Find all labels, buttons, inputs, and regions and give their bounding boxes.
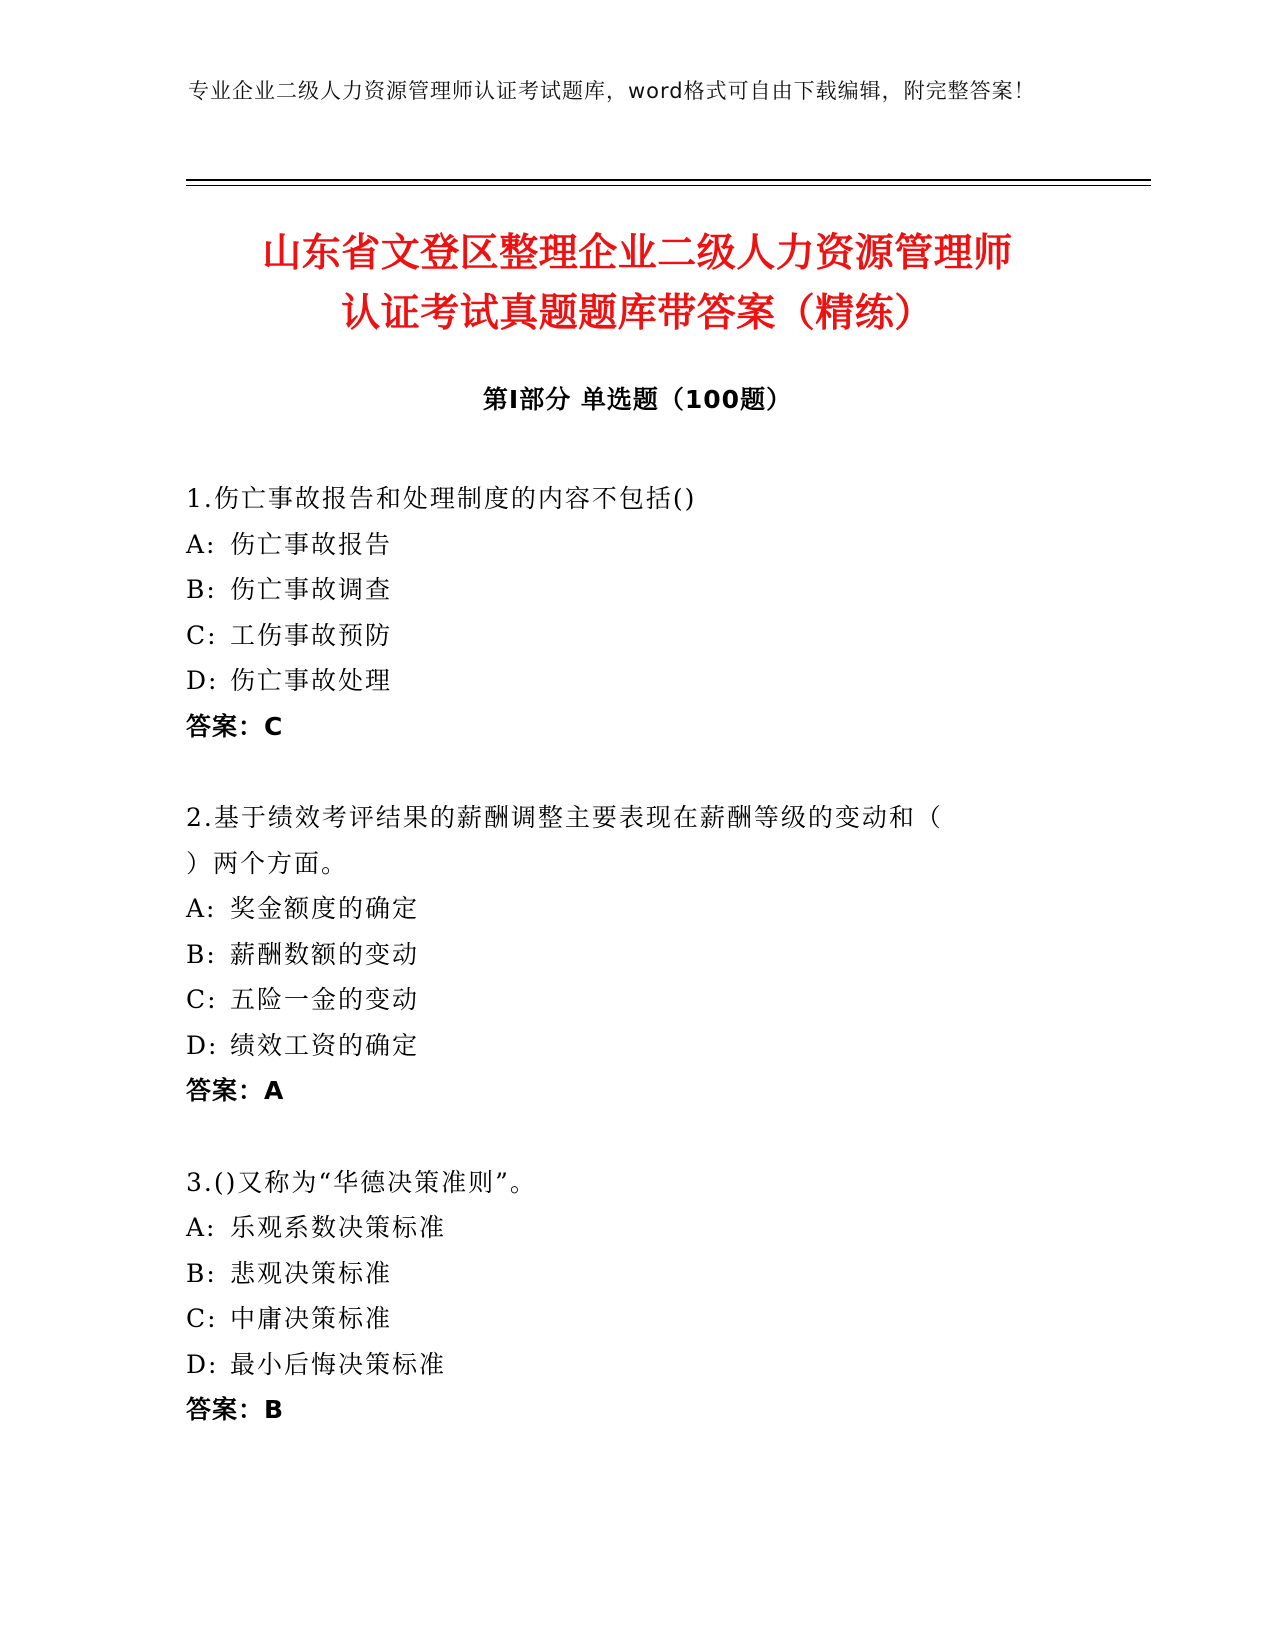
option-key: C: <box>186 985 218 1014</box>
option-text: 五险一金的变动 <box>230 985 420 1014</box>
question-1-answer <box>186 704 1066 750</box>
option-text: 绩效工资的确定 <box>230 1030 420 1060</box>
question-2-stem-line-2: ）两个方面。 <box>186 848 349 878</box>
question-3-answer <box>186 1387 1066 1433</box>
header-divider-thick <box>186 179 1151 181</box>
question-3-option-b <box>186 1251 1066 1297</box>
option-text: 奖金额度的确定 <box>230 894 420 923</box>
option-text: 中庸决策标准 <box>230 1304 393 1333</box>
question-1-option-a <box>186 522 1066 568</box>
question-2-option-d <box>186 1023 1066 1069</box>
question-1 <box>186 476 1066 749</box>
question-1-option-d <box>186 658 1066 704</box>
question-3-stem: 3.()又称为“华德决策准则”。 <box>186 1167 537 1197</box>
question-3 <box>186 1160 1066 1433</box>
option-text: 最小后悔决策标准 <box>230 1349 447 1379</box>
option-key: A: <box>186 529 217 559</box>
option-text: 悲观决策标准 <box>230 1258 393 1288</box>
answer-value: A <box>264 1076 285 1105</box>
question-3-option-a <box>186 1205 1066 1251</box>
question-2-answer <box>186 1068 1066 1114</box>
question-2 <box>186 795 1066 1114</box>
question-2-option-c <box>186 977 1066 1023</box>
option-key: C: <box>186 1304 218 1333</box>
option-key: D: <box>186 1030 219 1060</box>
header-divider-thin <box>186 185 1151 186</box>
question-2-option-b <box>186 932 1066 978</box>
option-key: C: <box>186 620 218 650</box>
option-text: 伤亡事故报告 <box>230 529 393 559</box>
answer-value: B <box>264 1395 285 1424</box>
question-list <box>186 476 1066 1479</box>
question-1-option-c <box>186 613 1066 659</box>
answer-prefix: 答案： <box>186 1395 265 1424</box>
answer-value: C <box>264 711 284 741</box>
document-title <box>150 224 1125 344</box>
question-3-option-c <box>186 1296 1066 1342</box>
option-key: A: <box>186 894 217 923</box>
header-note: 专业企业二级人力资源管理师认证考试题库，word格式可自由下载编辑，附完整答案！ <box>188 79 1036 103</box>
answer-prefix: 答案： <box>186 711 265 741</box>
option-text: 伤亡事故调查 <box>230 575 393 604</box>
option-text: 乐观系数决策标准 <box>230 1213 447 1242</box>
option-key: D: <box>186 1349 219 1379</box>
option-key: B: <box>186 939 217 969</box>
option-key: A: <box>186 1213 217 1242</box>
option-key: B: <box>186 1258 217 1288</box>
option-text: 工伤事故预防 <box>230 620 393 650</box>
document-title-line-1: 山东省文登区整理企业二级人力资源管理师 <box>262 231 1013 276</box>
option-key: D: <box>186 666 219 695</box>
question-3-option-d <box>186 1342 1066 1388</box>
answer-prefix: 答案： <box>186 1076 265 1105</box>
option-key: B: <box>186 575 217 604</box>
question-2-option-a <box>186 886 1066 932</box>
question-1-stem: 1.伤亡事故报告和处理制度的内容不包括() <box>186 484 697 513</box>
document-title-line-2: 认证考试真题题库带答案（精练） <box>341 291 934 336</box>
option-text: 伤亡事故处理 <box>230 666 393 695</box>
section-title: 第Ⅰ部分 单选题（100题） <box>482 385 793 414</box>
option-text: 薪酬数额的变动 <box>230 939 420 969</box>
question-2-stem-line-1: 2.基于绩效考评结果的薪酬调整主要表现在薪酬等级的变动和（ <box>186 803 943 832</box>
question-1-option-b <box>186 567 1066 613</box>
